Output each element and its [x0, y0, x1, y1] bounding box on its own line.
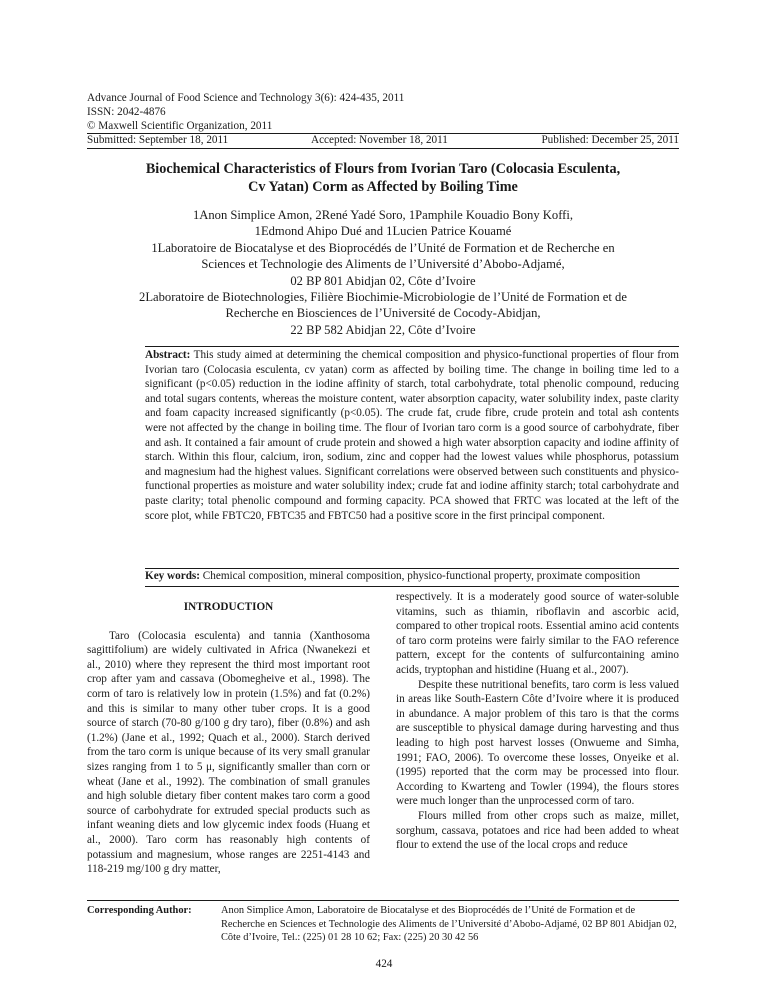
abstract-text: This study aimed at determining the chemical composition and physico-functional properties of flour from Ivorian taro (Colocasia esculenta, cv yatan) corm as affected by boiling time. The change in boiling time led to a significant (p<0.05) reduction in the iodine affinity of starch, total carbohydrate, total phenolic compound, reducing and total sugars contents, whereas the moisture content, water absorption capacity, water solubility index, paste clarity and foam capacity increased significantly (p<0.05). The crude fat, crude fibre, crude protein and total ash contents were not affected by the change in boiling time. The flour of Ivorian taro corm is a good source of carbohydrate, fiber and ash. It contained a fair amount of crude protein and showed a high water absorption capacity and iodine affinity of starch. Within this flour, calcium, iron, sodium, zinc and copper had the lowest values while phosphorus, potassium and magnesium had the highest values. Significant correlations were observed between such constituents and physico-functional properties as moisture and water solubility index; crude fat and iodine affinity starch; total carbohydrate and paste clarity; total phenolic compound and forming capacity. PCA showed that FRTC was located at the left of the score plot, while FBTC20, FBTC35 and FBTC50 had a positive score in the first principal component.: [145, 349, 679, 522]
submitted-date: Submitted: September 18, 2011: [87, 134, 229, 146]
page-number: 424: [375, 958, 393, 970]
authors-block: [87, 207, 679, 338]
body-paragraph: Despite these nutritional benefits, taro corm is less valued in areas like South-Eastern Côte d’Ivoire where it is produced in abundance. A major problem of this taro is that the corms are susceptible to physical damage during harvesting and thus leading to high post harvest losses (Onwueme and Simha, 1991; FAO, 2006). To overcome these losses, Onyeike et al. (1995) reported that the corm may be processed into flour. According to Kwarteng and Towler (1994), the flours stores were much longer than the unprocessed corm of taro.: [396, 678, 679, 808]
accepted-date: Accepted: November 18, 2011: [311, 134, 448, 146]
authors-line-2: 1Edmond Ahipo Dué and 1Lucien Patrice Kouamé: [254, 224, 512, 239]
published-date: Published: December 25, 2011: [541, 134, 679, 146]
journal-issn: ISSN: 2042-4876: [87, 106, 166, 118]
footnote-rule: [87, 900, 679, 901]
keywords-bottom-rule: [145, 586, 679, 587]
keywords-text: Chemical composition, mineral composition, physico-functional property, proximate composition: [202, 570, 641, 582]
abstract: [145, 348, 679, 523]
body-column-left: [87, 600, 370, 877]
article-title: [87, 160, 679, 196]
affiliation-2-line-2: Recherche en Biosciences de l’Université de Cocody-Abidjan,: [225, 306, 541, 321]
body-column-right: [396, 590, 679, 853]
title-line-2: Cv Yatan) Corm as Affected by Boiling Time: [248, 179, 518, 195]
abstract-label: Abstract:: [145, 349, 191, 361]
dates-rule: [87, 148, 679, 149]
title-line-1: Biochemical Characteristics of Flours from Ivorian Taro (Colocasia Esculenta,: [145, 161, 621, 177]
affiliation-2-line-1: 2Laboratoire de Biotechnologies, Filière Biochimie-Microbiologie de l’Unité de Formation et de: [139, 290, 627, 305]
body-paragraph: respectively. It is a moderately good source of water-soluble vitamins, such as thiamin, riboflavin and ascorbic acid, compared to other tropical roots. Essential amino acid contents of taro corm proteins were fairly similar to the FAO reference pattern, except for the contents of sulfurcontaining amino acids, tryptophan and histidine (Huang et al., 2007).: [396, 591, 679, 676]
body-paragraph: Taro (Colocasia esculenta) and tannia (Xanthosoma sagittifolium) are widely cultivated in Africa (Nwanekezi et al., 2010) where they represent the third most important root crop after yam and cassava (Obomegheive et al., 1998). The corm of taro is relatively low in protein (1.5%) and fat (0.2%) and this is similar to many other tuber crops. It is a good source of starch (70-80 g/100 g dry taro), fiber (0.8%) and ash (1.2%) (Jane et al., 1992; Quach et al., 2000). Starch derived from the taro corm is unique because of its very small granular sizes ranging from 1 to 5 μ, significantly smaller than corn or wheat (Jane et al., 1992). The combination of small granules and high soluble dietary fiber content makes taro corm a good source of carbohydrate for extruded special products such as infant weaning diets and low glycemic index foods (Huang et al., 2000). Taro corm has reasonably high contents of potassium and magnesium, whose ranges are 2251-4143 and 118-219 mg/100 g dry matter,: [87, 629, 370, 876]
affiliation-1-line-2: Sciences et Technologie des Aliments de l’Université d’Abobo-Adjamé,: [201, 257, 565, 272]
affiliation-1-line-1: 1Laboratoire de Biocatalyse et des Bioprocédés de l’Unité de Formation et de Recherche en: [151, 240, 615, 255]
corresponding-author-text: Anon Simplice Amon, Laboratoire de Biocatalyse et des Bioprocédés de l’Unité de Formation et de Recherche en Sciences et Technologie des Aliments de l’Université d’Abobo-Adjamé, 02 BP 801 Abidjan 02, Côte d’Ivoire, Tel.: (225) 01 28 10 62; Fax: (225) 20 30 42 56: [221, 905, 677, 944]
affiliation-1-line-3: 02 BP 801 Abidjan 02, Côte d’Ivoire: [290, 273, 476, 288]
keywords: [145, 569, 679, 584]
journal-copyright: © Maxwell Scientific Organization, 2011: [87, 120, 273, 132]
corresponding-author-label: Corresponding Author:: [87, 905, 192, 916]
affiliation-2-line-3: 22 BP 582 Abidjan 22, Côte d’Ivoire: [290, 322, 476, 337]
keywords-label: Key words:: [145, 570, 200, 582]
abstract-top-rule: [145, 346, 679, 347]
section-heading-introduction: INTRODUCTION: [183, 601, 274, 613]
authors-line-1: 1Anon Simplice Amon, 2René Yadé Soro, 1Pamphile Kouadio Bony Koffi,: [192, 208, 573, 222]
body-paragraph: Flours milled from other crops such as maize, millet, sorghum, cassava, potatoes and rice had been added to wheat flour to extend the use of the local crops and reduce: [396, 809, 679, 852]
journal-citation: Advance Journal of Food Science and Technology 3(6): 424-435, 2011: [87, 92, 405, 104]
